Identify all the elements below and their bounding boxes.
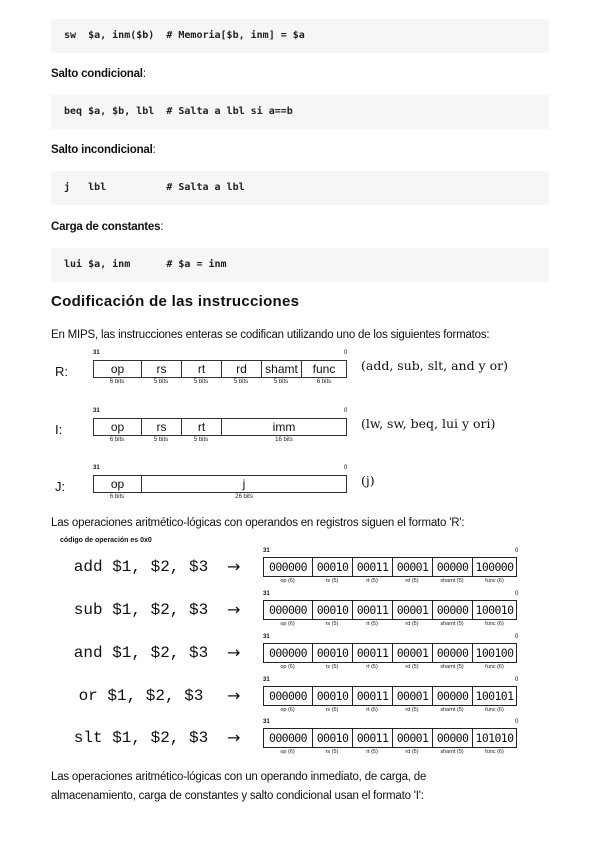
format-r-bit-widths (93, 379, 347, 387)
bit-width: 6 bits (109, 494, 125, 500)
field-label: rd (5) (405, 578, 419, 584)
bit-low-label: 0 (515, 548, 519, 554)
field-label: rs (5) (325, 578, 339, 584)
field-label: rt (5) (366, 749, 378, 755)
arrow-icon: → (227, 643, 241, 662)
example-field: 00001 (392, 643, 432, 663)
example-field: 00011 (352, 600, 392, 620)
example-field: 000000 (263, 728, 312, 748)
example-field: 100101 (472, 686, 517, 706)
example-field: 00001 (392, 728, 432, 748)
bit-low-label: 0 (515, 591, 519, 597)
example-field: 00010 (312, 686, 352, 706)
arrow-icon: → (227, 557, 241, 576)
format-r (55, 346, 555, 406)
example-row (66, 677, 536, 721)
field-op: op (93, 418, 141, 436)
field-imm: imm (221, 418, 347, 436)
example-field: 000000 (263, 686, 312, 706)
example-fields (263, 728, 517, 748)
field-label: shamt (5) (440, 707, 464, 713)
format-j (55, 461, 555, 521)
example-asm: and $1, $2, $3 (73, 644, 209, 662)
example-field: 00000 (432, 643, 472, 663)
arrow-icon: → (227, 600, 241, 619)
field-label: rt (5) (366, 621, 378, 627)
bit-width: 26 bits (235, 494, 253, 500)
label-text: Salto incondicional (51, 144, 153, 156)
field-label: op (6) (280, 707, 295, 713)
arrow-icon: → (227, 686, 241, 705)
field-label: op (6) (280, 621, 295, 627)
bit-low-label: 0 (344, 465, 348, 471)
field-label: shamt (5) (440, 749, 464, 755)
example-field: 100010 (472, 600, 517, 620)
example-field-labels (263, 664, 517, 670)
bit-width: 16 bits (275, 437, 293, 443)
example-field: 00010 (312, 728, 352, 748)
example-field: 100000 (472, 557, 517, 577)
bit-width: 6 bits (316, 379, 332, 385)
field-rt: rt (181, 418, 221, 436)
field-label: func (6) (485, 749, 504, 755)
bit-width: 5 bits (273, 379, 289, 385)
format-i (55, 404, 555, 464)
label-colon: : (160, 221, 164, 233)
bit-low-label: 0 (344, 350, 348, 356)
field-op: op (93, 475, 141, 493)
bit-high-label: 31 (263, 719, 270, 725)
label-text: Carga de constantes (51, 221, 161, 233)
code-block-sw: sw $a, inm($b) # Memoria[$b, inm] = $a (51, 19, 549, 53)
format-j-instructions: (j) (361, 473, 375, 488)
example-row (66, 548, 536, 592)
example-field-labels (263, 707, 517, 713)
bit-width: 5 bits (193, 379, 209, 385)
field-label: func (6) (485, 664, 504, 670)
example-asm: or $1, $2, $3 (78, 687, 204, 705)
field-label: shamt (5) (440, 664, 464, 670)
example-asm: sub $1, $2, $3 (73, 601, 209, 619)
field-label: func (6) (485, 707, 504, 713)
field-label: rs (5) (325, 621, 339, 627)
bit-high-label: 31 (263, 591, 270, 597)
example-fields (263, 643, 517, 663)
bit-low-label: 0 (515, 634, 519, 640)
format-i-bit-widths (93, 437, 347, 445)
example-asm: slt $1, $2, $3 (73, 729, 209, 747)
bit-high-label: 31 (263, 677, 270, 683)
field-label: func (6) (485, 578, 504, 584)
example-asm: add $1, $2, $3 (73, 558, 209, 576)
example-field: 00011 (352, 728, 392, 748)
format-j-bit-widths (93, 494, 347, 502)
field-label: rd (5) (405, 707, 419, 713)
bit-low-label: 0 (515, 719, 519, 725)
field-label: rt (5) (366, 664, 378, 670)
example-row (66, 719, 536, 763)
section-heading: Codificación de las instrucciones (51, 293, 300, 310)
example-field: 000000 (263, 557, 312, 577)
field-label: rs (5) (325, 664, 339, 670)
field-label: rd (5) (405, 621, 419, 627)
label-colon: : (152, 144, 156, 156)
format-i-name: I: (55, 422, 63, 437)
format-j-fields (93, 475, 347, 493)
example-field: 00010 (312, 643, 352, 663)
bit-width: 5 bits (233, 379, 249, 385)
example-fields (263, 686, 517, 706)
label-colon: : (142, 68, 146, 80)
example-field-labels (263, 749, 517, 755)
label-carga-constantes (51, 221, 163, 233)
bit-width: 6 bits (109, 437, 125, 443)
example-field: 00001 (392, 686, 432, 706)
example-field-labels (263, 578, 517, 584)
example-row (66, 591, 536, 635)
r-paragraph: Las operaciones aritmético-lógicas con operandos en registros siguen el formato 'R': (51, 517, 465, 529)
bit-width: 5 bits (153, 437, 169, 443)
example-field: 000000 (263, 643, 312, 663)
format-i-fields (93, 418, 347, 436)
example-field: 00011 (352, 557, 392, 577)
bit-high-label: 31 (263, 634, 270, 640)
field-rs: rs (141, 360, 181, 378)
example-field: 00000 (432, 600, 472, 620)
format-j-name: J: (55, 479, 66, 494)
bit-high-label: 31 (93, 350, 100, 356)
field-rs: rs (141, 418, 181, 436)
field-j: j (141, 475, 347, 493)
field-label: rs (5) (325, 749, 339, 755)
field-label: rt (5) (366, 707, 378, 713)
field-label: op (6) (280, 578, 295, 584)
example-field: 00010 (312, 600, 352, 620)
i-paragraph-line-1: Las operaciones aritmético-lógicas con un operando inmediato, de carga, de (51, 771, 427, 783)
example-field: 00001 (392, 600, 432, 620)
field-label: shamt (5) (440, 578, 464, 584)
bit-width: 5 bits (153, 379, 169, 385)
bit-width: 6 bits (109, 379, 125, 385)
code-block-lui: lui $a, inm # $a = inm (51, 248, 549, 282)
field-op: op (93, 360, 141, 378)
field-func: func (301, 360, 347, 378)
field-shamt: shamt (261, 360, 301, 378)
bit-high-label: 31 (93, 408, 100, 414)
format-r-fields (93, 360, 347, 378)
label-text: Salto condicional (51, 68, 143, 80)
code-block-beq: beq $a, $b, lbl # Salta a lbl si a==b (51, 95, 549, 129)
example-field: 00000 (432, 686, 472, 706)
example-field: 00010 (312, 557, 352, 577)
example-field: 00001 (392, 557, 432, 577)
format-i-instructions: (lw, sw, beq, lui y ori) (361, 416, 496, 431)
intro-paragraph: En MIPS, las instrucciones enteras se codifican utilizando uno de los siguientes formatos: (51, 329, 490, 341)
example-field: 00000 (432, 557, 472, 577)
bit-width: 5 bits (193, 437, 209, 443)
example-field: 000000 (263, 600, 312, 620)
opcode-note: código de operación es 0x0 (60, 537, 152, 544)
bit-high-label: 31 (93, 465, 100, 471)
example-fields (263, 600, 517, 620)
field-label: rs (5) (325, 707, 339, 713)
example-fields (263, 557, 517, 577)
i-paragraph-line-2: almacenamiento, carga de constantes y salto condicional usan el formato 'I': (51, 790, 424, 802)
field-label: rt (5) (366, 578, 378, 584)
field-rt: rt (181, 360, 221, 378)
field-label: shamt (5) (440, 621, 464, 627)
example-field: 100100 (472, 643, 517, 663)
bit-high-label: 31 (263, 548, 270, 554)
bit-low-label: 0 (515, 677, 519, 683)
label-salto-incondicional (51, 144, 156, 156)
field-rd: rd (221, 360, 261, 378)
field-label: rd (5) (405, 749, 419, 755)
format-r-instructions: (add, sub, slt, and y or) (361, 358, 508, 373)
bit-low-label: 0 (344, 408, 348, 414)
label-salto-condicional (51, 68, 146, 80)
example-row (66, 634, 536, 678)
format-r-name: R: (55, 364, 68, 379)
example-field: 101010 (472, 728, 517, 748)
example-field-labels (263, 621, 517, 627)
example-field: 00011 (352, 643, 392, 663)
example-field: 00000 (432, 728, 472, 748)
code-block-j: j lbl # Salta a lbl (51, 171, 549, 205)
field-label: func (6) (485, 621, 504, 627)
field-label: rd (5) (405, 664, 419, 670)
field-label: op (6) (280, 664, 295, 670)
example-field: 00011 (352, 686, 392, 706)
arrow-icon: → (227, 728, 241, 747)
field-label: op (6) (280, 749, 295, 755)
